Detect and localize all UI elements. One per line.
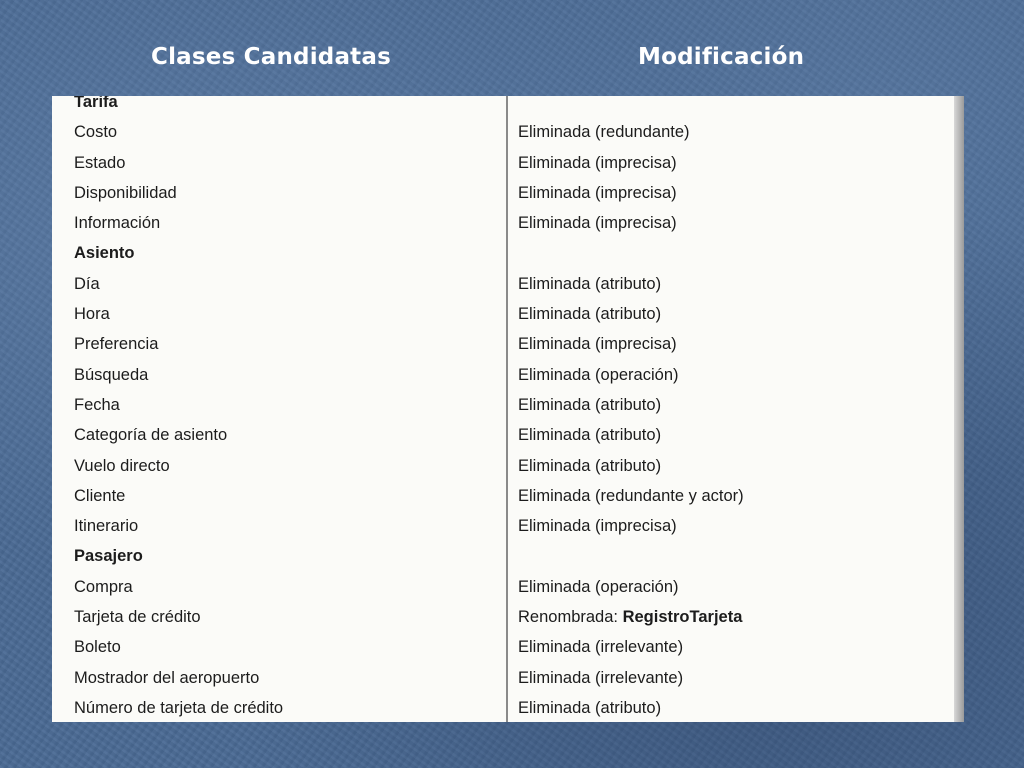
modification-cell: Eliminada (irrelevante): [518, 638, 684, 657]
column-heading-clases-candidatas: Clases Candidatas: [151, 44, 391, 70]
table-row: [52, 330, 952, 360]
table-row: [52, 512, 952, 542]
table-row: [52, 603, 952, 633]
candidate-class-cell: Hora: [74, 305, 110, 324]
modification-cell: Eliminada (redundante y actor): [518, 486, 744, 505]
candidate-class-cell: Boleto: [74, 638, 121, 657]
modification-cell: Eliminada (imprecisa): [518, 335, 677, 354]
modification-cell: Eliminada (imprecisa): [518, 517, 677, 536]
modification-cell: Eliminada (atributo): [518, 305, 662, 324]
candidate-class-cell: Itinerario: [74, 517, 139, 536]
table-body: [52, 96, 952, 722]
table-row: [52, 179, 952, 209]
column-heading-modificacion: Modificación: [638, 44, 805, 70]
table-row: [52, 239, 952, 269]
modification-cell: Eliminada (atributo): [518, 274, 662, 293]
modification-cell: Eliminada (atributo): [518, 426, 662, 445]
candidate-class-cell: Tarjeta de crédito: [74, 608, 201, 627]
table-row: [52, 421, 952, 451]
table-row: [52, 148, 952, 178]
candidate-class-cell: Mostrador del aeropuerto: [74, 668, 260, 687]
candidate-class-cell: Información: [74, 214, 161, 233]
candidate-class-cell: Vuelo directo: [74, 456, 170, 475]
modification-cell: [518, 608, 742, 627]
table-row: [52, 572, 952, 602]
modification-cell: Eliminada (irrelevante): [518, 668, 684, 687]
table-row: [52, 300, 952, 330]
classes-table: [52, 96, 964, 722]
candidate-class-cell: Cliente: [74, 486, 126, 505]
modification-cell: Eliminada (imprecisa): [518, 153, 677, 172]
table-edge: [954, 96, 964, 722]
modification-cell: Eliminada (atributo): [518, 395, 662, 414]
modification-cell: Eliminada (operación): [518, 365, 679, 384]
table-row: [52, 360, 952, 390]
modification-cell: Eliminada (atributo): [518, 456, 662, 475]
candidate-class-cell: Fecha: [74, 395, 120, 414]
table-row: [52, 391, 952, 421]
candidate-class-cell: Búsqueda: [74, 365, 149, 384]
table-row: [52, 633, 952, 663]
candidate-class-cell: Día: [74, 274, 100, 293]
table-row: [52, 209, 952, 239]
table-row: [52, 542, 952, 572]
table-row: [52, 269, 952, 299]
candidate-class-cell: Compra: [74, 577, 133, 596]
candidate-class-cell: Disponibilidad: [74, 183, 177, 202]
renamed-class-name: RegistroTarjeta: [622, 608, 743, 627]
candidate-class-cell: Estado: [74, 153, 126, 172]
modification-text: Renombrada:: [518, 608, 623, 627]
candidate-class-cell: Asiento: [74, 244, 135, 263]
candidate-class-cell: Categoría de asiento: [74, 426, 228, 445]
modification-cell: Eliminada (redundante): [518, 123, 690, 142]
modification-cell: Eliminada (imprecisa): [518, 214, 677, 233]
candidate-class-cell: Número de tarjeta de crédito: [74, 698, 284, 717]
candidate-class-cell: Pasajero: [74, 547, 143, 566]
candidate-class-cell: Preferencia: [74, 335, 159, 354]
table-row: [52, 694, 952, 722]
candidate-class-cell: Tarifa: [74, 96, 118, 111]
modification-cell: Eliminada (operación): [518, 577, 679, 596]
table-row: [52, 451, 952, 481]
table-row: [52, 663, 952, 693]
table-row: [52, 118, 952, 148]
table-row: [52, 482, 952, 512]
table-row: [52, 96, 952, 118]
candidate-class-cell: Costo: [74, 123, 118, 142]
modification-cell: Eliminada (imprecisa): [518, 183, 677, 202]
modification-cell: Eliminada (atributo): [518, 698, 662, 717]
